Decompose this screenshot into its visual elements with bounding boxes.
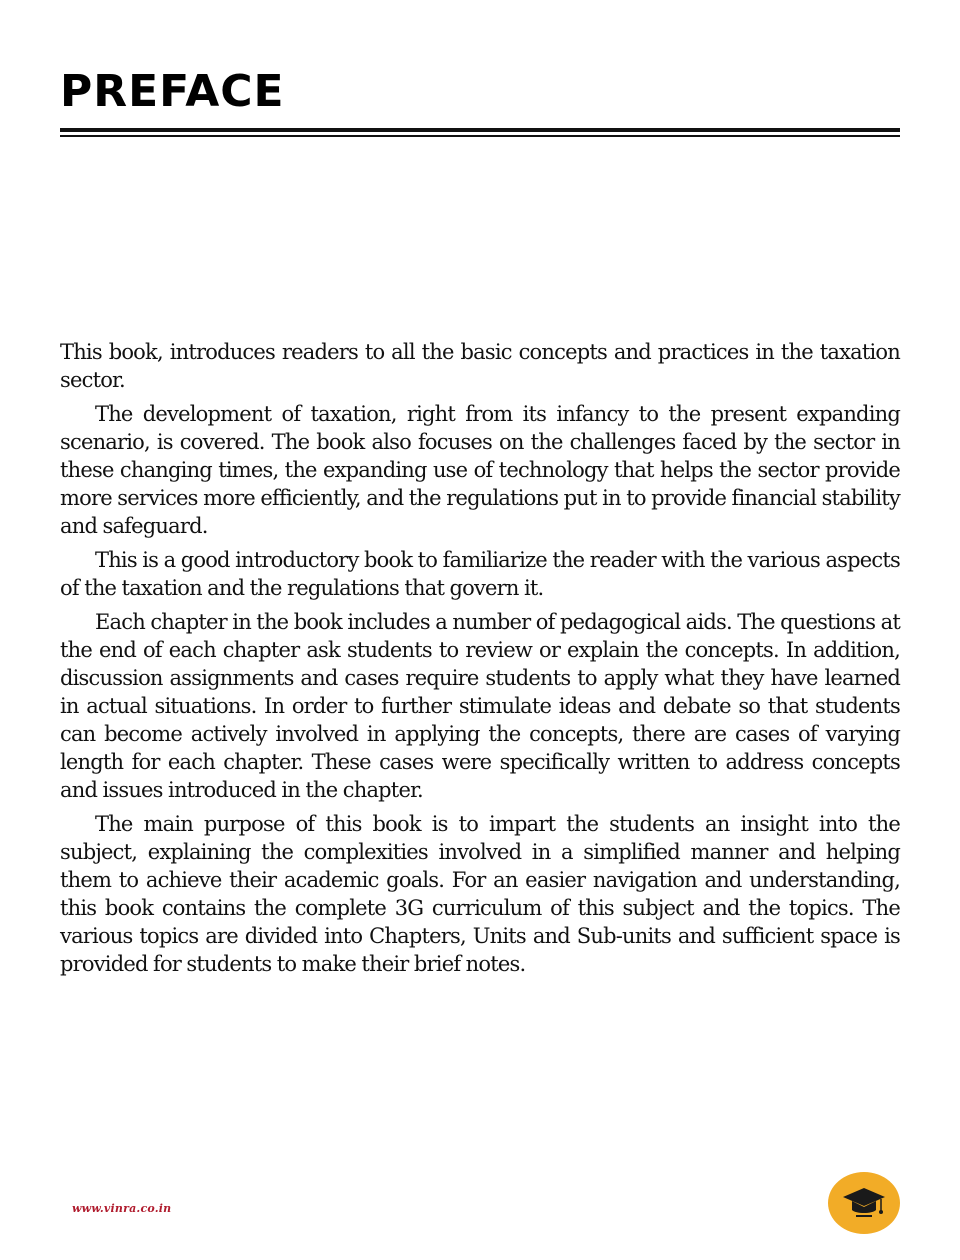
preface-body [60,338,900,984]
title-rule-thin [60,135,900,137]
graduation-cap-icon [842,1186,886,1220]
paragraph-1: This book, introduces readers to all the basic concepts and practices in the taxation sector. [60,340,900,392]
publisher-logo [828,1172,900,1234]
paragraph-2: The development of taxation, right from its infancy to the present expanding scenario, is covered. The book also focuses on the challenges faced by the sector in these changing times, the expanding use of technology that helps the sector provide more services more efficiently, and the regulations put in to provide financial stability and safeguard. [60,402,900,538]
paragraph-4: Each chapter in the book includes a number of pedagogical aids. The questions at the end of each chapter ask students to review or explain the concepts. In addition, discussion assignments and cases require students to apply what they have learned in actual situations. In order to further stimulate ideas and debate so that students can become actively involved in applying the concepts, there are cases of varying length for each chapter. These cases were specifically written to address concepts and issues introduced in the chapter. [60,610,900,802]
footer-url[interactable]: www.vinra.co.in [72,1202,172,1215]
paragraph-5: The main purpose of this book is to impart the students an insight into the subject, explaining the complexities involved in a simplified manner and helping them to achieve their academic goals. For an easier navigation and understanding, this book contains the complete 3G curriculum of this subject and the topics. The various topics are divided into Chapters, Units and Sub-units and sufficient space is provided for students to make their brief notes. [60,812,900,976]
title-rule-thick [60,128,900,132]
page-title: PREFACE [60,66,285,117]
paragraph-3: This is a good introductory book to familiarize the reader with the various aspects of the taxation and the regulations that govern it. [60,548,900,600]
